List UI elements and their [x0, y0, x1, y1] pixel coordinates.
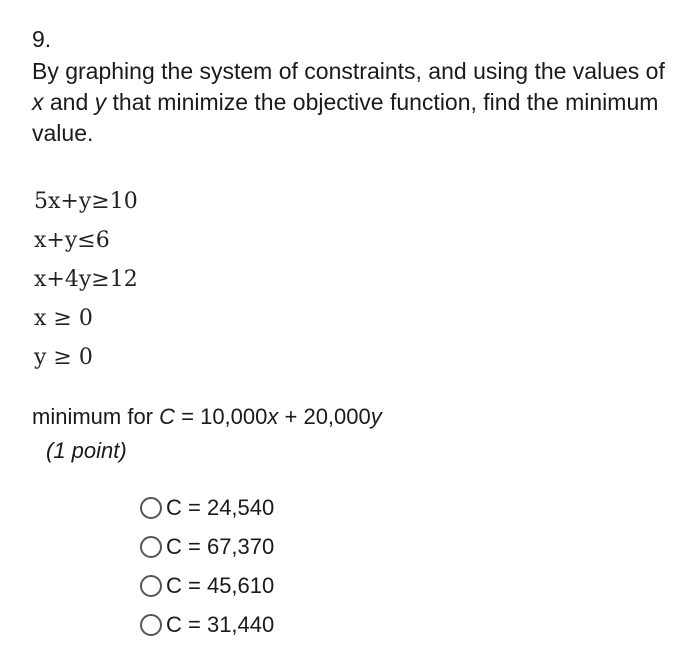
answer-option-1[interactable]: [140, 488, 274, 527]
objective-var-c: C: [159, 404, 176, 429]
answer-label[interactable]: C = 45,610: [166, 572, 275, 598]
answer-options: [140, 488, 274, 644]
objective-coef-x: = 10,000: [175, 404, 268, 429]
constraint-5: y ≥ 0: [34, 345, 93, 370]
objective-coef-y: + 20,000: [278, 404, 371, 429]
objective-var-y: y: [370, 404, 382, 429]
radio-button[interactable]: [140, 536, 162, 558]
radio-button[interactable]: [140, 497, 162, 519]
constraint-3: x+4y≥12: [34, 267, 138, 292]
radio-button[interactable]: [140, 614, 162, 636]
prompt-var-y: y: [94, 89, 107, 115]
radio-button[interactable]: [140, 575, 162, 597]
prompt-var-x: x: [32, 89, 44, 115]
answer-label[interactable]: C = 31,440: [166, 611, 275, 637]
constraint-1: 5x+y≥10: [34, 189, 138, 214]
answer-option-2[interactable]: [140, 527, 274, 566]
prompt-text-start: By graphing the system of constraints, and using the values of: [32, 58, 665, 84]
answer-option-4[interactable]: [140, 605, 274, 644]
constraint-4: x ≥ 0: [34, 306, 93, 331]
objective-prefix: minimum for: [32, 404, 160, 429]
objective-function: [32, 402, 382, 432]
point-value: (1 point): [46, 438, 127, 463]
question-prompt: [32, 56, 672, 149]
question-number: 9.: [32, 26, 52, 52]
constraint-list: [34, 182, 138, 377]
answer-label[interactable]: C = 24,540: [166, 494, 275, 520]
constraint-2: x+y≤6: [34, 228, 110, 253]
prompt-text-and: and: [43, 89, 95, 115]
prompt-text-end: that minimize the objective function, find the minimum value.: [32, 89, 659, 146]
answer-label[interactable]: C = 67,370: [166, 533, 275, 559]
answer-option-3[interactable]: [140, 566, 274, 605]
objective-var-x: x: [267, 404, 279, 429]
